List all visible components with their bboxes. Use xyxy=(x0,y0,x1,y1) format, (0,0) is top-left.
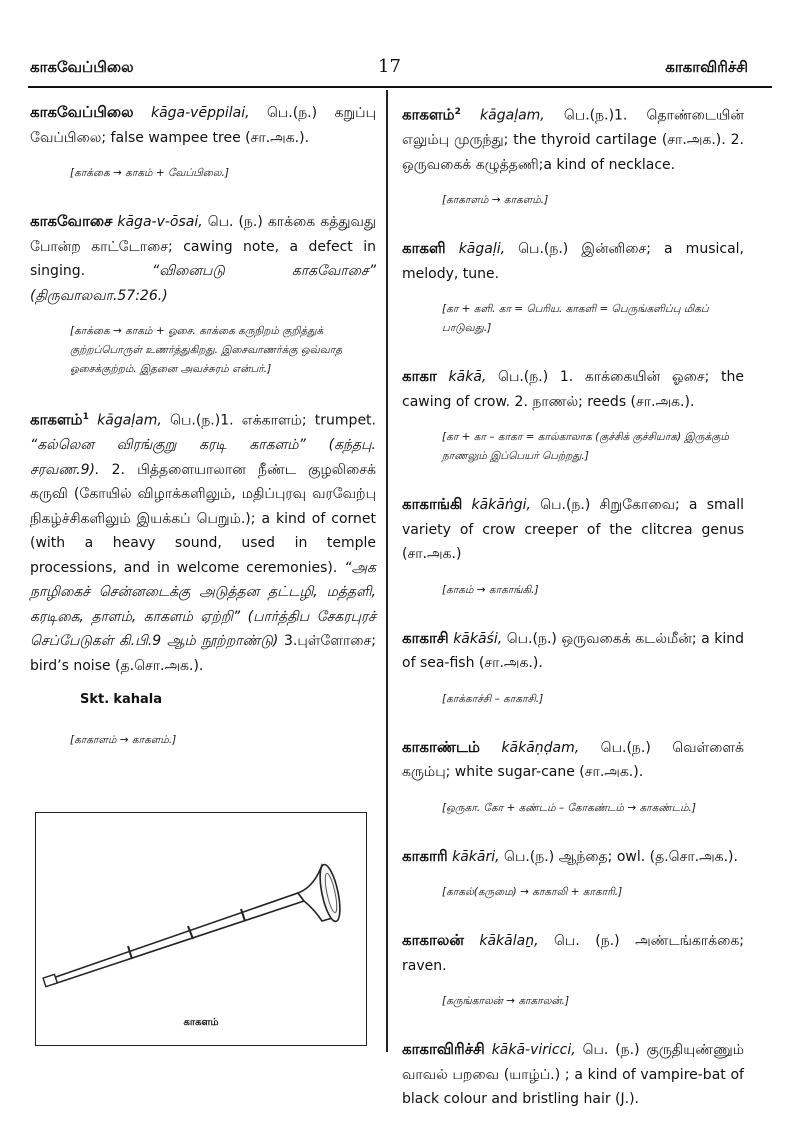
headword: காகவோசை xyxy=(30,212,113,230)
entry-kagalam-1 xyxy=(30,405,376,678)
etymology: [காகாளம் → காகளம்.] xyxy=(70,734,177,747)
quotation: “வினைபடு காகவோசை” (திருவாலவா.57:26.) xyxy=(30,263,376,304)
entry-kakalan xyxy=(402,928,744,978)
transliteration: kāgaḷam, xyxy=(480,107,545,124)
entry-kagaveppilai xyxy=(30,100,376,150)
definition: பெ.(ந.) கறுப்பு வேப்பிலை; false wampee tree (சா.அக.). xyxy=(30,105,377,146)
transliteration: kākāśi, xyxy=(453,630,503,647)
etymology: [காகாளம் → காகளம்.] xyxy=(442,194,549,207)
headword: காகாவிரிச்சி xyxy=(402,1040,485,1059)
headword: காகவேப்பிலை xyxy=(30,103,134,121)
entry-kaka xyxy=(402,364,744,414)
transliteration: kāga-vēppilai, xyxy=(150,105,250,121)
running-head-left: காகவேப்பிலை xyxy=(30,58,134,76)
definition: பெ.(ந.) 1. காக்கையின் ஓசை; the cawing of crow. 2. நாணல்; reeds (சா.அக.). xyxy=(402,369,744,410)
transliteration: kākāṅgi, xyxy=(471,497,531,514)
headword: காகாண்டம் xyxy=(402,737,480,756)
definition: பெ. (ந.) காக்கை கத்துவது போன்ற காட்டோசை; cawing note, a defect in singing. xyxy=(30,214,376,279)
entry-kagalam-2 xyxy=(402,100,744,177)
headword: காகாரி xyxy=(402,846,448,865)
entry-kakaviricci xyxy=(402,1037,744,1112)
illustration-frame xyxy=(35,812,367,1046)
trumpet-illustration xyxy=(36,813,366,1045)
definition: பெ.(ந.) ஆந்தை; owl. (த.சொ.அக.). xyxy=(499,848,738,865)
entry-kakasi xyxy=(402,626,744,676)
quotation: “கல்லென விரங்குறு கரடி காகளம்” (கந்தபு. சரவண.9). xyxy=(30,437,376,478)
transliteration: kāgaḷam, xyxy=(97,412,162,429)
homonym-number: 2 xyxy=(454,107,461,117)
entry-kagavosai xyxy=(30,209,376,308)
right-column xyxy=(402,100,744,1126)
etymology: [காகல்(கருமை) → காகாலி + காகாரி.] xyxy=(442,886,623,899)
etymology: [காகம் → காகாங்கி.] xyxy=(442,583,539,596)
transliteration: kākālaṉ, xyxy=(479,933,539,950)
headword: காகாலன் xyxy=(402,931,464,950)
definition: பெ.(ந.) இன்னிசை; a musical, melody, tune. xyxy=(402,241,744,282)
homonym-number: 1 xyxy=(82,412,89,422)
entry-kakangi xyxy=(402,492,744,567)
definition: பெ.(ந.) சிறுகோவை; a small variety of crow creeper of the clitcrea genus (சா.அக.) xyxy=(402,497,745,563)
page-number: 17 xyxy=(378,56,401,77)
headword: காகளம் xyxy=(30,410,83,429)
entry-kakari xyxy=(402,844,744,870)
etymology: [கருங்காலன் → காகாலன்.] xyxy=(442,995,570,1008)
definition-sense-2: 2. பித்தளையாலான நீண்ட குழலிசைக் கருவி (கோயில் விழாக்களிலும், மதிப்புரவு வரவேற்பு நிகழ்ச்சிகளிலும் இயக்கப் பெறும்.); a kind of cornet (with a heavy sound, used in temple processions, and in welcome ceremonies). xyxy=(30,461,376,576)
transliteration: kākāri, xyxy=(452,848,500,865)
definition: பெ.(ந.) வெள்ளைக் கரும்பு; white sugar-cane (சா.அக.). xyxy=(402,739,744,781)
definition: பெ.(ந.) ஒருவகைக் கடல்மீன்; a kind of sea-fish (சா.அக.). xyxy=(402,630,744,672)
etymology: [கா + களி. கா = பெரிய. காகளி = பெருங்களிப்பு மிகப் பாடுவது.] xyxy=(442,303,709,335)
quotation: “அக நாழிகைச் சென்னடைக்கு அடுத்தன தட்டழி, மத்தளி, கரடிகை, தாளம், காகளம் ஏற்றி” (பார்த்திப சேகரபுரச் செப்பேடுகள் கி.பி.9 ஆம் நூற்றாண்டு) xyxy=(30,559,376,650)
left-column xyxy=(30,100,376,776)
headword: காகாசி xyxy=(402,628,449,647)
transliteration: kākā, xyxy=(448,369,487,386)
headword: காகாங்கி xyxy=(402,495,463,514)
skt-label: Skt. xyxy=(80,692,110,708)
entry-kakandam xyxy=(402,735,744,785)
etymology: [ஒருகா. கோ + கண்டம் – கோகண்டம் → காகண்டம்.] xyxy=(442,801,696,814)
transliteration: kāga-v-ōsai, xyxy=(117,214,203,230)
header-rule xyxy=(28,86,772,88)
definition-sense-1: பெ.(ந.)1. எக்காளம்; trumpet. xyxy=(161,412,376,429)
transliteration: kākāṇḍam, xyxy=(501,739,580,756)
skt-word: kahala xyxy=(113,692,162,708)
entry-kagali xyxy=(402,236,744,286)
column-divider xyxy=(386,90,388,1052)
transliteration: kākā-viriccі, xyxy=(491,1042,576,1059)
sanskrit-cognate xyxy=(80,692,376,707)
etymology: [காக்காச்சி – காகாசி.] xyxy=(442,692,544,705)
etymology: [காக்கை → காகம் + ஓசை. காக்கை கருநிறம் குறித்துக் குற்றப்பொருள் உணர்த்துகிறது. இசைவாணர்க்கு ஒவ்வாத ஓசைக்குற்றம். இதனை அவச்சுரம் என்பர்.] xyxy=(70,325,343,375)
running-head-right: காகாவிரிச்சி xyxy=(665,58,748,76)
definition: பெ. (ந.) அண்டங்காக்கை; raven. xyxy=(402,933,744,974)
headword: காகளி xyxy=(402,239,446,258)
etymology: [காக்கை → காகம் + வேப்பிலை.] xyxy=(70,167,229,179)
definition: பெ. (ந.) குருதியுண்ணும் வாவல் பறவை (யாழ்ப்.) ; a kind of vampire-bat of black colour and bristling hair (J.). xyxy=(402,1042,745,1108)
definition-sense-3: 3.புள்ளோசை; bird’s noise (த.சொ.அக.). xyxy=(30,633,376,674)
headword: காகா xyxy=(402,367,437,386)
headword: காகளம் xyxy=(402,105,455,124)
etymology: [கா + கா – காகா = கால்காலாக (குச்சிக் குச்சியாக) இருக்கும் நாணலும் இப்பெயர் பெற்றது.] xyxy=(442,431,729,463)
transliteration: kāgaḷi, xyxy=(458,241,506,258)
figure-caption: காகளம் xyxy=(183,1017,219,1028)
definition: பெ.(ந.)1. தொண்டையின் எலும்பு முருந்து; the thyroid cartilage (சா.அக.). 2. ஒருவகைக் கழுத்தணி;a kind of necklace. xyxy=(402,107,744,173)
